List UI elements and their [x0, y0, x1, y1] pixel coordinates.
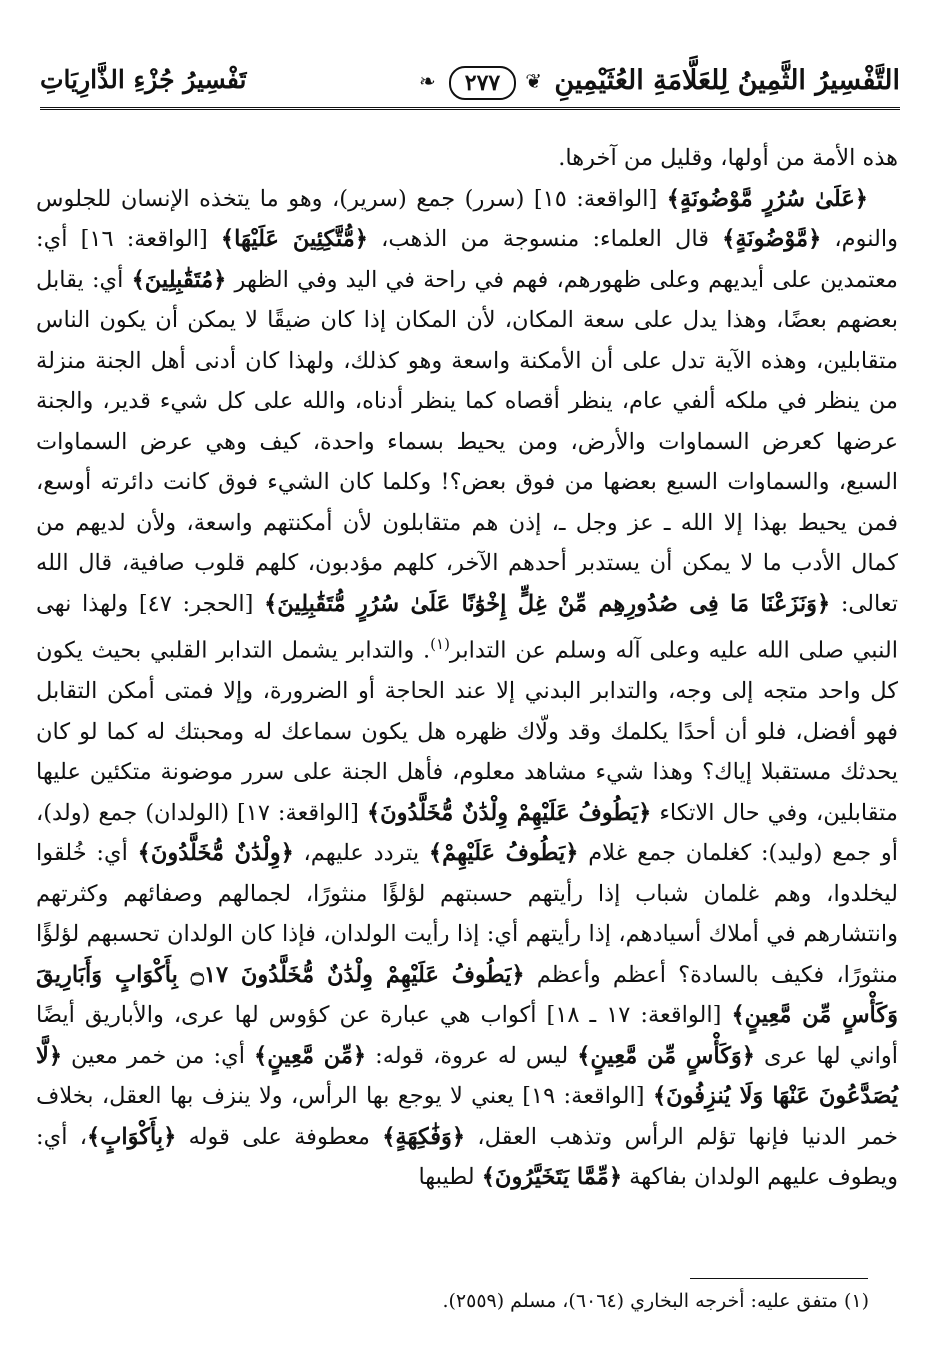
text-run: [الواقعة: ١٩] يعني لا يوجع بها الرأس، ولا ينزف بها العقل، بخلاف خمر الدنيا فإنها تؤلم الرأس وتذهب العقل، [36, 1083, 898, 1150]
book-title: التَّفْسِيرُ الثَّمِينُ لِلعَلَّامَةِ العُثَيْمِينِ [554, 65, 900, 96]
text-run: يتردد عليهم، [293, 840, 429, 866]
quran-verse: ﴿يَطُوفُ عَلَيْهِمْ وِلْدَٰنٌ مُّخَلَّدُونَ﴾ [366, 799, 652, 826]
text-run: قال العلماء: منسوجة من الذهب، [367, 226, 723, 252]
quran-verse: ﴿مِّن مَّعِينٍ﴾ [254, 1042, 367, 1069]
footnote-ref: (١) [430, 635, 450, 653]
page-number: ٢٧٧ [449, 66, 516, 100]
text-run: [الواقعة: ١٦] أي: معتمدين على أيديهم وعلى ظهورهم، فهم في راحة في اليد وفي الظهر [36, 226, 898, 293]
surah-title: تَفْسِيرُ جُزْءِ الذَّارِيَاتِ [40, 65, 247, 94]
footnote-rule [690, 1278, 868, 1279]
text-run: ليس له عروة، قوله: [366, 1042, 578, 1069]
text-run: [الواقعة: ١٧ ـ ١٨] أكواب هي عبارة عن كؤوس لها عرى، والأباريق أيضًا أواني لها عرى [36, 1002, 898, 1069]
text-run: أي: خُلقوا ليخلدوا، وهم غلمان شباب إذا رأيتهم حسبتهم لؤلؤًا منثورًا، لجمالهم وصفائهم وكثرتهم وانتشارهم في أملاك أسيادهم، إذا رأيتهم أي: إذا رأيت الولدان، فإذا كان الولدان تحسبهم لؤلؤًا منثورًا، فكيف بالسادة؟ أعظم وأعظم [36, 840, 898, 988]
text-run: . والتدابر يشمل التدابر القلبي بحيث يكون كل واحد متجه إلى وجه، والتدابر البدني إلا عند الحاجة أو الضرورة، وإلا فمتى أمكن التقابل فهو أفضل، فلو أن أحدًا يكلمك وقد ولّاك ظهره هل يكون سماعك له ومحبتك له كما لو كان يحدثك مستقبلا إياك؟ وهذا شيء مشاهد معلوم، فأهل الجنة على سرر موضونة متكئين عليها متقابلين، وفي حال الاتكاء [36, 637, 898, 826]
quran-verse: ﴿يَطُوفُ عَلَيْهِمْ﴾ [428, 840, 579, 866]
text-run: [الواقعة: ١٧] (الولدان) جمع (ولد)، أو جمع (وليد): كغلمان جمع غلام [36, 799, 899, 866]
quran-verse: ﴿وَكَأْسٍ مِّن مَّعِينٍ﴾ [577, 1042, 755, 1069]
text-run: معطوفة على قوله [176, 1123, 383, 1150]
ornament-left-icon: ❧ [419, 69, 436, 93]
text-run: أي: من خمر معين [62, 1042, 255, 1069]
body-text [36, 138, 898, 1198]
quran-verse: ﴿يَطُوفُ عَلَيْهِمْ وِلْدَٰنٌ مُّخَلَّدُونَ ۝١٧ بِأَكْوَابٍ وَأَبَارِيقَ وَكَأْسٍ مِّن مَّعِينٍ﴾ [36, 961, 898, 1028]
quran-verse: ﴿مُتَقَٰبِلِينَ﴾ [131, 266, 227, 293]
footnote: (١) متفق عليه: أخرجه البخاري (٦٠٦٤)، مسلم (٢٥٥٩). [442, 1290, 869, 1312]
quran-verse: ﴿لَّا يُصَدَّعُونَ عَنْهَا وَلَا يُنزِفُونَ﴾ [36, 1042, 898, 1109]
text-run: لطيبها [418, 1164, 482, 1190]
text-run: [الواقعة: ١٥] (سرر) جمع (سرير)، وهو ما يتخذه الإنسان للجلوس والنوم، [36, 185, 899, 252]
text-run: أي: يقابل بعضهم بعضًا، وهذا يدل على سعة المكان، لأن المكان إذا كان ضيقًا لا يمكن أن يكون الناس متقابلين، وهذه الآية تدل على أن الأمكنة واسعة وهو كذلك، ولهذا كان أدنى أهل الجنة منزلة من ينظر في ملكه ألفي عام، ينظر أقصاه كما ينظر أدناه، والله على كل شيء قدير، والجنة عرضها كعرض السماوات والأرض، ومن يحيط بسماء واحدة، كيف وهي عرض السماوات السبع، والسماوات السبع بعضها من فوق بعض؟! وكلما كان الشيء فوق كانت دائرته أوسع، فمن يحيط بهذا إلا الله ـ عز وجل ـ، إذن هم متقابلون لأن أمكنتهم واسعة، ولأن لديهم من كمال الأدب ما لا يمكن أن يستدبر أحدهم الآخر، كلهم مؤدبون، كلهم قلوب صافية، قال الله تعالى: [36, 266, 898, 617]
quran-verse: ﴿وَنَزَعْنَا مَا فِى صُدُورِهِم مِّنْ غِلٍّ إِخْوَٰنًا عَلَىٰ سُرُرٍ مُّتَقَٰبِلِينَ﴾ [264, 590, 831, 617]
paragraph-2 [36, 179, 898, 1198]
text-run: ، أي: ويطوف عليهم الولدان بفاكهة [36, 1123, 898, 1190]
header-rule [40, 107, 900, 110]
quran-verse: ﴿بِأَكْوَابٍ﴾ [87, 1123, 177, 1150]
paragraph-1: هذه الأمة من أولها، وقليل من آخرها. [558, 145, 898, 171]
ornament-right-icon: ❦ [525, 69, 542, 93]
quran-verse: ﴿مَّوْضُونَةٍ﴾ [722, 226, 822, 252]
page-header [40, 55, 900, 125]
page-number-ornament [413, 59, 548, 105]
quran-verse: ﴿عَلَىٰ سُرُرٍ مَّوْضُونَةٍ﴾ [666, 185, 868, 212]
quran-verse: ﴿وِلْدَٰنٌ مُّخَلَّدُونَ﴾ [137, 840, 294, 866]
text-run: [الحجر: ٤٧] ولهذا نهى النبي صلى الله عليه وعلى آله وسلم عن التدابر [36, 590, 898, 664]
quran-verse: ﴿وَفَٰكِهَةٍ﴾ [382, 1123, 466, 1150]
quran-verse: ﴿مُّتَّكِئِينَ عَلَيْهَا﴾ [220, 226, 368, 252]
quran-verse: ﴿مِّمَّا يَتَخَيَّرُونَ﴾ [481, 1164, 623, 1190]
